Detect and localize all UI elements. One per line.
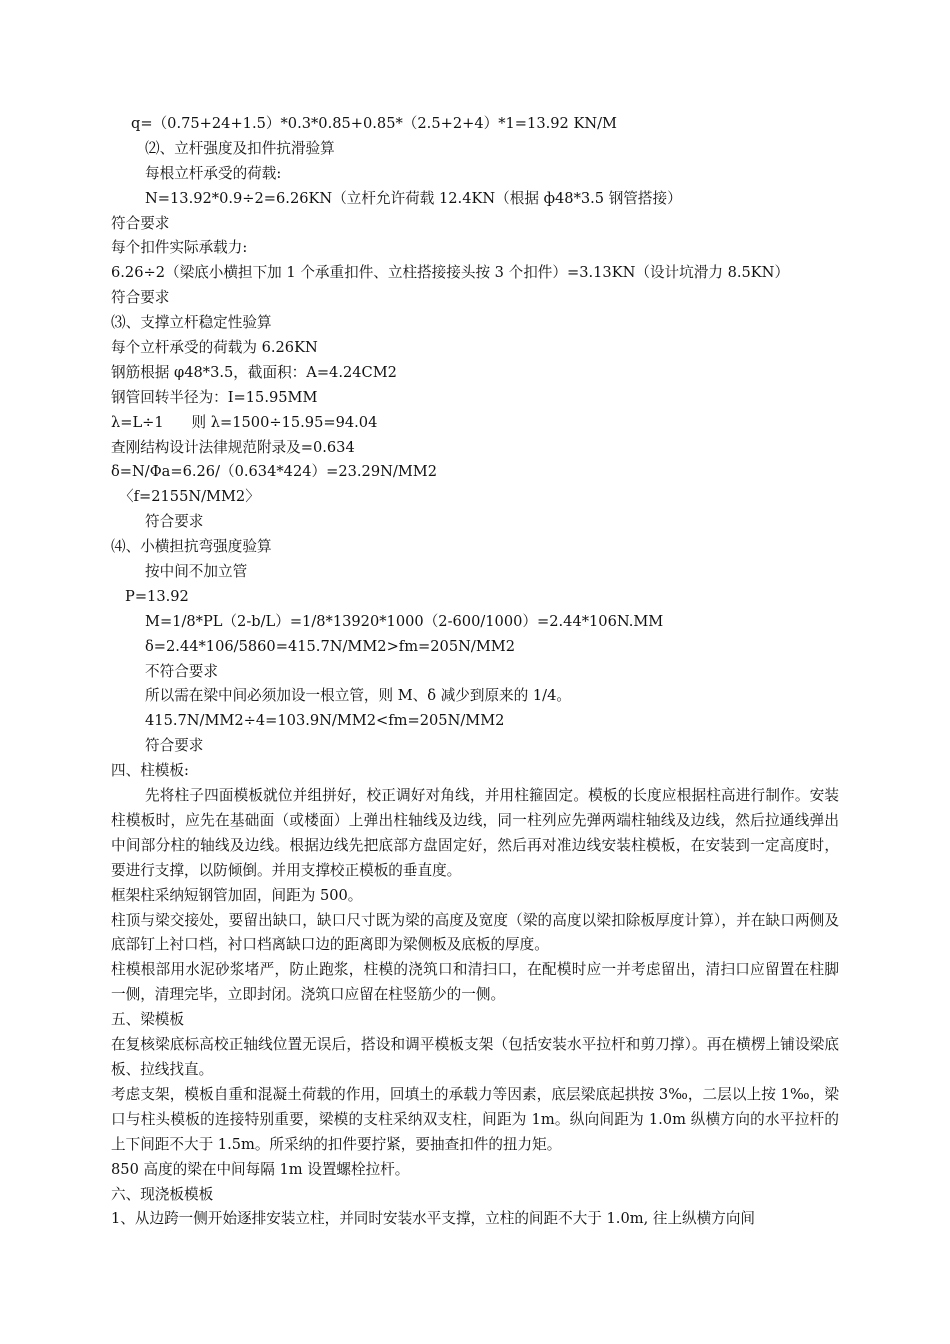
formula-line-n: N=13.92*0.9÷2=6.26KN（立杆允许荷载 12.4KN（根据 ф48*3.5 钢管搭接） — [145, 189, 682, 207]
text-line: 符合要求 — [111, 214, 170, 232]
text-line: 不符合要求 — [145, 662, 218, 680]
formula-line-f: 〈f=2155N/MM2〉 — [119, 488, 260, 506]
document-body — [111, 112, 839, 1232]
formula-line-result: 415.7N/MM2÷4=103.9N/MM2<fm=205N/MM2 — [145, 712, 505, 730]
section-heading-2: ⑵、立杆强度及扣件抗滑验算 — [145, 139, 335, 157]
paragraph: 850 高度的梁在中间每隔 1m 设置螺栓拉杆。 — [111, 1160, 410, 1178]
text-line: 钢筋根据 φ48*3.5，截面积：A=4.24CM2 — [111, 363, 397, 381]
formula-line-m: M=1/8*PL（2-b/L）=1/8*13920*1000（2-600/1000）=2.44*106N.MM — [145, 612, 664, 630]
section-heading-3: ⑶、支撑立杆稳定性验算 — [111, 314, 272, 332]
paragraph: 1、从边跨一侧开始逐排安装立柱，并同时安装水平支撑，立柱的间距不大于 1.0m, 往上纵横方向间 — [111, 1210, 756, 1228]
text-line: 钢管回转半径为：I=15.95MM — [111, 388, 318, 406]
formula-line-delta: δ=N/Φa=6.26/（0.634*424）=23.29N/MM2 — [111, 463, 437, 481]
paragraph: 考虑支架，模板自重和混凝土荷载的作用，回填土的承载力等因素，底层梁底起拱按 3‰，二层以上按 1‰，梁口与柱头模板的连接特别重要，梁模的支柱采纳双支柱，间距为 1m。纵向间距为 1.0m 纵横方向的水平拉杆的上下间距不大于 1.5m。所采纳的扣件要拧紧，要抽查扣件的扭力矩。 — [111, 1085, 839, 1153]
paragraph: 在复核梁底标高校正轴线位置无误后，搭设和调平模板支架（包括安装水平拉杆和剪刀撑）。再在横楞上铺设梁底板、拉线找直。 — [111, 1036, 839, 1079]
text-line: 每个扣件实际承载力: — [111, 239, 248, 257]
section-heading-beam-formwork: 五、梁模板 — [111, 1011, 184, 1029]
text-line: 符合要求 — [111, 289, 170, 307]
text-line: 按中间不加立管 — [145, 563, 248, 581]
paragraph-column-formwork: 先将柱子四面模板就位并组拼好，校正调好对角线，并用柱箍固定。模板的长度应根据柱高进行制作。安装柱模板时，应先在基础面（或楼面）上弹出柱轴线及边线，同一柱列应先弹两端柱轴线及边线，然后拉通线弹出中间部分柱的轴线及边线。根据边线先把底部方盘固定好，然后再对准边线安装柱模板，在安装到一定高度时，要进行支撑，以防倾倒。并用支撑校正模板的垂直度。 — [111, 787, 839, 879]
text-line: 符合要求 — [145, 513, 204, 531]
section-heading-slab-formwork: 六、现浇板模板 — [111, 1185, 214, 1203]
paragraph: 柱顶与梁交接处，要留出缺口，缺口尺寸既为梁的高度及宽度（梁的高度以梁扣除板厚度计算），并在缺口两侧及底部钉上衬口档，衬口档离缺口边的距离即为梁侧板及底板的厚度。 — [111, 911, 839, 954]
section-heading-column-formwork: 四、柱模板: — [111, 762, 189, 780]
text-line: 查刚结构设计法律规范附录及=0.634 — [111, 438, 355, 456]
formula-line-delta-2: δ=2.44*106/5860=415.7N/MM2>fm=205N/MM2 — [145, 637, 515, 655]
formula-line-q: q=（0.75+24+1.5）*0.3*0.85+0.85*（2.5+2+4）*1=13.92 KN/M — [131, 115, 617, 132]
paragraph: 柱模根部用水泥砂浆堵严，防止跑浆，柱模的浇筑口和清扫口，在配模时应一并考虑留出，清扫口应留置在柱脚一侧，清理完毕，立即封闭。浇筑口应留在柱竖筋少的一侧。 — [111, 961, 839, 1004]
text-line: 每个立杆承受的荷载为 6.26KN — [111, 339, 318, 357]
text-line: 符合要求 — [145, 737, 204, 755]
text-line: 每根立杆承受的荷载: — [145, 164, 282, 182]
formula-line-p: P=13.92 — [125, 587, 189, 605]
text-line: 6.26÷2（梁底小横担下加 1 个承重扣件、立柱搭接接头按 3 个扣件）=3.13KN（设计坑滑力 8.5KN） — [111, 264, 790, 282]
paragraph: 框架柱采纳短钢管加固，间距为 500。 — [111, 886, 363, 904]
formula-line-lambda: λ=L÷1 则 λ=1500÷15.95=94.04 — [111, 413, 378, 431]
text-line: 所以需在梁中间必须加设一根立管，则 M、δ 减少到原来的 1/4。 — [145, 687, 571, 705]
section-heading-4: ⑷、小横担抗弯强度验算 — [111, 538, 272, 556]
